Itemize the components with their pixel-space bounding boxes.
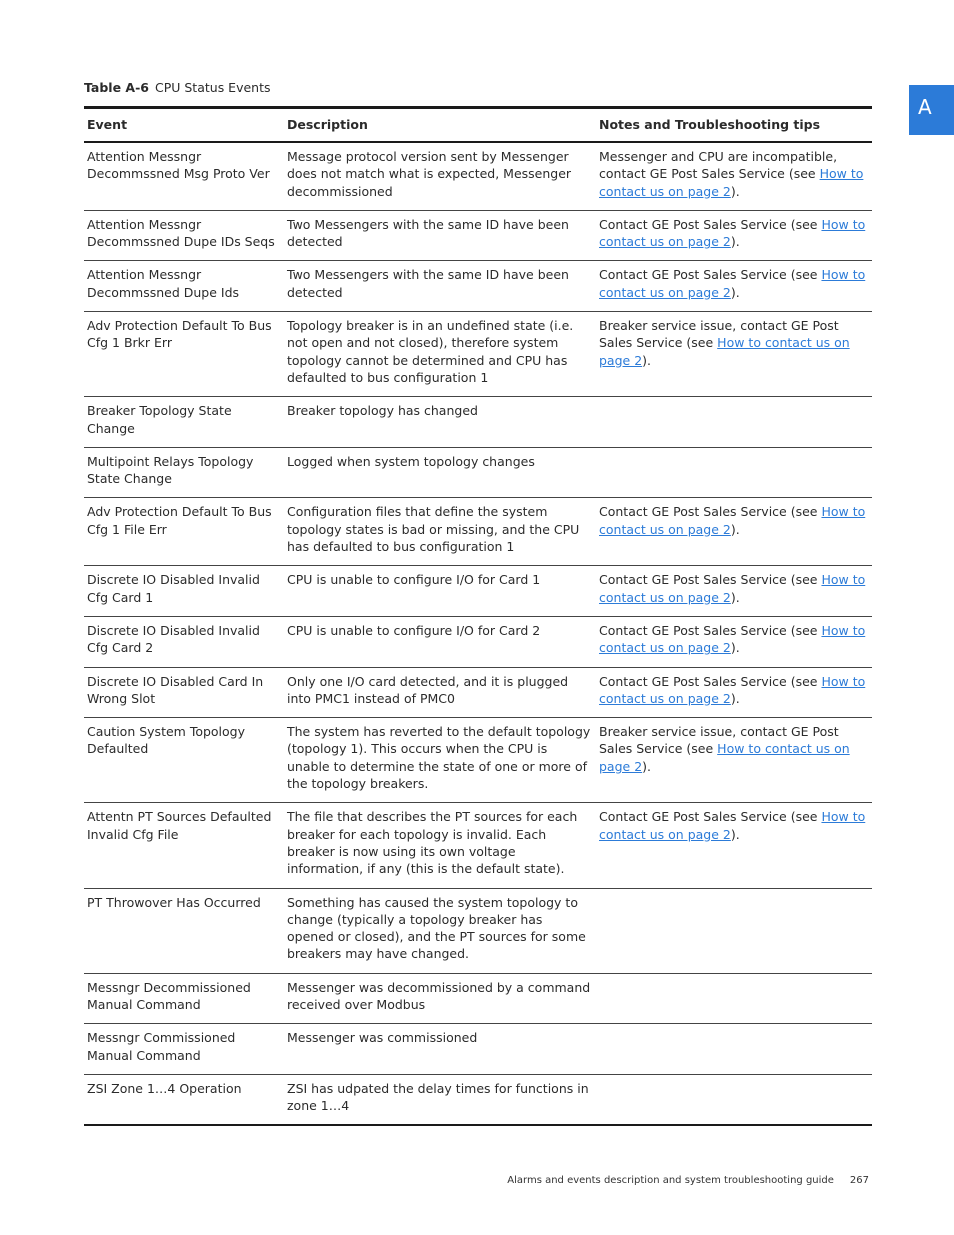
- table-row: [84, 397, 872, 448]
- how-to-contact-link[interactable]: How to contact us on page 2: [599, 267, 866, 300]
- notes-text: Contact GE Post Sales Service (see: [599, 572, 822, 588]
- notes-text: Messenger and CPU are incompatible, contact GE Post Sales Service (see: [599, 149, 838, 182]
- how-to-contact-link[interactable]: How to contact us on page 2: [599, 741, 850, 774]
- event-cell: Discrete IO Disabled Invalid Cfg Card 1: [87, 572, 260, 605]
- event-cell: Multipoint Relays Topology State Change: [87, 453, 254, 487]
- description-cell: Two Messengers with the same ID have been detected: [287, 216, 569, 250]
- event-cell: Adv Protection Default To Bus Cfg 1 Brkr Err: [87, 318, 272, 351]
- notes-text-end: ).: [730, 826, 740, 842]
- event-cell: Attentn PT Sources Defaulted Invalid Cfg File: [87, 809, 272, 842]
- notes-text-end: ).: [642, 352, 652, 368]
- event-cell: Breaker Topology State Change: [87, 403, 232, 436]
- header-event: Event: [87, 117, 128, 133]
- how-to-contact-link[interactable]: How to contact us on page 2: [599, 504, 866, 537]
- notes-text-end: ).: [730, 234, 740, 250]
- notes-cell: [596, 616, 872, 667]
- how-to-contact-link[interactable]: How to contact us on page 2: [599, 673, 866, 706]
- notes-cell: [596, 447, 872, 498]
- notes-text-end: ).: [730, 284, 740, 300]
- table-row: [84, 261, 872, 312]
- table-header-row: [84, 108, 872, 143]
- event-cell: PT Throwover Has Occurred: [87, 894, 261, 910]
- page-footer: [0, 1175, 869, 1186]
- notes-text: Contact GE Post Sales Service (see: [599, 504, 822, 520]
- table-row: [84, 142, 872, 210]
- notes-cell: [596, 718, 872, 803]
- event-cell: Discrete IO Disabled Card In Wrong Slot: [87, 673, 264, 706]
- how-to-contact-link[interactable]: How to contact us on page 2: [599, 166, 864, 199]
- notes-text: Breaker service issue, contact GE Post Sales Service (see: [599, 318, 839, 351]
- notes-text-end: ).: [730, 521, 740, 537]
- notes-cell: [596, 1024, 872, 1075]
- how-to-contact-link[interactable]: How to contact us on page 2: [599, 572, 866, 605]
- description-cell: The file that describes the PT sources for each breaker for each topology is invalid. Each breaker is now using its own voltage information, if any (this is the default state).: [287, 809, 578, 877]
- table-row: [84, 973, 872, 1024]
- event-cell: Messngr Commissioned Manual Command: [87, 1030, 236, 1063]
- description-cell: The system has reverted to the default topology (topology 1). This occurs when the CPU is unable to determine the state of one or more of the topology breakers.: [287, 724, 591, 792]
- table-row: [84, 888, 872, 973]
- notes-cell: [596, 142, 872, 210]
- table-row: [84, 210, 872, 261]
- notes-cell: [596, 888, 872, 973]
- description-cell: Logged when system topology changes: [287, 453, 535, 469]
- notes-cell: [596, 210, 872, 261]
- description-cell: Message protocol version sent by Messenger does not match what is expected, Messenger decommissioned: [287, 149, 572, 199]
- notes-cell: [596, 973, 872, 1024]
- notes-text: Breaker service issue, contact GE Post Sales Service (see: [599, 724, 839, 757]
- description-cell: Something has caused the system topology to change (typically a topology breaker has opened or closed), and the PT sources for some breakers may have changed.: [287, 894, 586, 962]
- event-cell: ZSI Zone 1…4 Operation: [87, 1080, 242, 1096]
- notes-cell: [596, 312, 872, 397]
- table-row: [84, 1024, 872, 1075]
- notes-text-end: ).: [642, 758, 652, 774]
- header-notes: Notes and Troubleshooting tips: [599, 117, 821, 133]
- footer-title: Alarms and events description and system troubleshooting guide: [507, 1175, 834, 1186]
- table-row: [84, 667, 872, 718]
- event-cell: Attention Messngr Decommssned Dupe Ids: [87, 267, 240, 300]
- description-cell: Two Messengers with the same ID have been detected: [287, 267, 569, 300]
- notes-text: Contact GE Post Sales Service (see: [599, 809, 822, 825]
- notes-cell: [596, 667, 872, 718]
- table-caption: [84, 80, 271, 95]
- table-row: [84, 616, 872, 667]
- table-title: CPU Status Events: [154, 80, 271, 95]
- cpu-status-events-table: [84, 106, 872, 1126]
- table-number: Table A-6: [84, 80, 149, 95]
- how-to-contact-link[interactable]: How to contact us on page 2: [599, 809, 866, 842]
- notes-text: Contact GE Post Sales Service (see: [599, 673, 822, 689]
- table-row: [84, 566, 872, 617]
- table-row: [84, 447, 872, 498]
- how-to-contact-link[interactable]: How to contact us on page 2: [599, 335, 850, 368]
- notes-cell: [596, 803, 872, 888]
- table-row: [84, 498, 872, 566]
- section-tab-a: [909, 85, 954, 135]
- notes-text: Contact GE Post Sales Service (see: [599, 622, 822, 638]
- table-row: [84, 803, 872, 888]
- event-cell: Caution System Topology Defaulted: [87, 724, 246, 757]
- description-cell: Messenger was decommissioned by a command received over Modbus: [287, 979, 591, 1012]
- notes-text: Contact GE Post Sales Service (see: [599, 216, 822, 232]
- event-cell: Discrete IO Disabled Invalid Cfg Card 2: [87, 622, 260, 656]
- description-cell: Configuration files that define the system topology states is bad or missing, and the CPU has defaulted to bus configuration 1: [287, 504, 580, 555]
- how-to-contact-link[interactable]: How to contact us on page 2: [599, 622, 866, 656]
- table-body: [84, 142, 872, 1125]
- event-cell: Attention Messngr Decommssned Msg Proto Ver: [87, 149, 270, 182]
- page-number: 267: [849, 1175, 869, 1186]
- notes-text-end: ).: [730, 589, 740, 605]
- notes-cell: [596, 397, 872, 448]
- description-cell: CPU is unable to configure I/O for Card 2: [287, 622, 541, 638]
- event-cell: Attention Messngr Decommssned Dupe IDs Seqs: [87, 216, 275, 250]
- notes-cell: [596, 261, 872, 312]
- table-row: [84, 312, 872, 397]
- table-row: [84, 718, 872, 803]
- description-cell: Only one I/O card detected, and it is plugged into PMC1 instead of PMC0: [287, 673, 569, 706]
- notes-text: Contact GE Post Sales Service (see: [599, 267, 822, 283]
- description-cell: Breaker topology has changed: [287, 403, 478, 419]
- description-cell: CPU is unable to configure I/O for Card 1: [287, 572, 541, 588]
- table-row: [84, 1074, 872, 1125]
- notes-text-end: ).: [730, 640, 740, 656]
- description-cell: ZSI has udpated the delay times for functions in zone 1…4: [287, 1080, 589, 1114]
- notes-cell: [596, 1074, 872, 1125]
- how-to-contact-link[interactable]: How to contact us on page 2: [599, 216, 866, 250]
- notes-text-end: ).: [730, 183, 740, 199]
- description-cell: Messenger was commissioned: [287, 1030, 478, 1046]
- description-cell: Topology breaker is in an undefined state (i.e. not open and not closed), therefore system topology cannot be determined and CPU has defaulted to bus configuration 1: [287, 318, 574, 385]
- header-description: Description: [287, 117, 368, 133]
- notes-cell: [596, 498, 872, 566]
- notes-cell: [596, 566, 872, 617]
- event-cell: Adv Protection Default To Bus Cfg 1 File Err: [87, 504, 272, 537]
- notes-text-end: ).: [730, 690, 740, 706]
- section-tab-letter: A: [918, 95, 932, 119]
- event-cell: Messngr Decommissioned Manual Command: [87, 979, 251, 1012]
